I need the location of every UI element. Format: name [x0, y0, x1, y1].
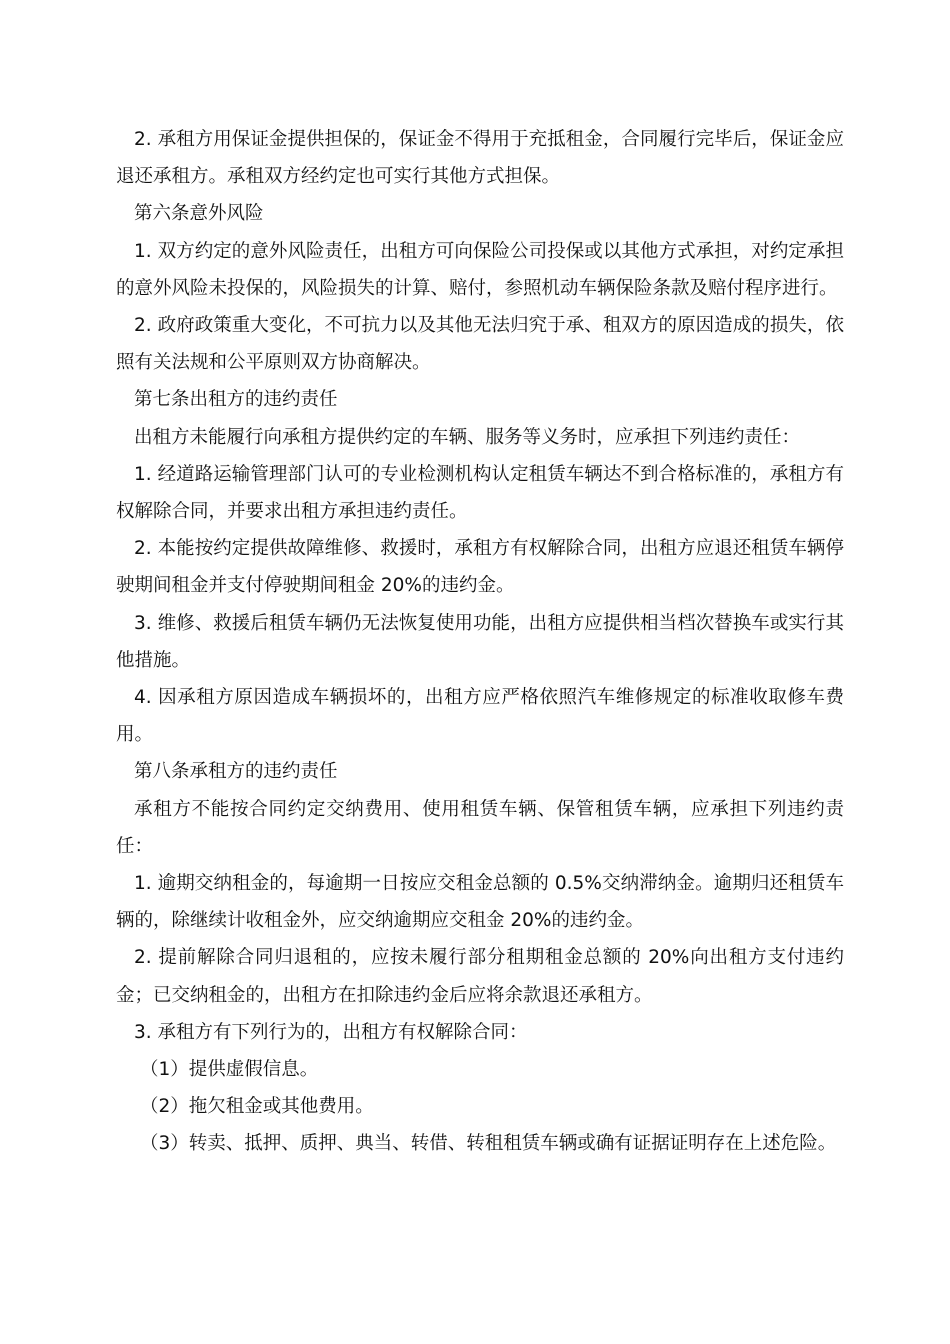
article-7-heading: 第七条出租方的违约责任	[134, 389, 338, 411]
clause-5-item-2: 2. 承租方用保证金提供担保的，保证金不得用于充抵租金，合同履行完毕后，保证金应退还承租方。承租双方经约定也可实行其他方式担保。	[116, 129, 844, 188]
document-body	[116, 121, 844, 1163]
article-8-item-2: 2. 提前解除合同归退租的，应按未履行部分租期租金总额的 20%向出租方支付违约金；已交纳租金的，出租方在扣除违约金后应将余款退还承租方。	[116, 947, 844, 1006]
article-6-item-2: 2. 政府政策重大变化，不可抗力以及其他无法归究于承、租双方的原因造成的损失，依照有关法规和公平原则双方协商解决。	[116, 315, 844, 374]
article-8-item-3-sub-3: （3）转卖、抵押、质押、典当、转借、转租租赁车辆或确有证据证明存在上述危险。	[140, 1133, 837, 1155]
article-7-item-1: 1. 经道路运输管理部门认可的专业检测机构认定租赁车辆达不到合格标准的，承租方有权解除合同，并要求出租方承担违约责任。	[116, 463, 844, 523]
article-8-heading: 第八条承租方的违约责任	[134, 761, 338, 783]
article-7-item-3: 3. 维修、救援后租赁车辆仍无法恢复使用功能，出租方应提供相当档次替换车或实行其他措施。	[116, 612, 844, 671]
article-7-item-4: 4. 因承租方原因造成车辆损坏的，出租方应严格依照汽车维修规定的标准收取修车费用。	[116, 687, 844, 746]
article-6-heading: 第六条意外风险	[134, 203, 264, 225]
article-8-item-3: 3. 承租方有下列行为的，出租方有权解除合同：	[134, 1021, 528, 1043]
article-8-item-1: 1. 逾期交纳租金的，每逾期一日按应交租金总额的 0.5%交纳滞纳金。逾期归还租赁车辆的，除继续计收租金外，应交纳逾期应交租金 20%的违约金。	[116, 873, 844, 932]
article-8-intro: 承租方不能按合同约定交纳费用、使用租赁车辆、保管租赁车辆，应承担下列违约责任：	[116, 798, 844, 857]
article-8-item-3-sub-1: （1）提供虚假信息。	[140, 1059, 319, 1081]
article-7-item-2: 2. 本能按约定提供故障维修、救援时，承租方有权解除合同，出租方应退还租赁车辆停驶期间租金并支付停驶期间租金 20%的违约金。	[116, 538, 844, 597]
article-6-item-1: 1. 双方约定的意外风险责任，出租方可向保险公司投保或以其他方式承担，对约定承担的意外风险未投保的，风险损失的计算、赔付，参照机动车辆保险条款及赔付程序进行。	[116, 240, 844, 299]
article-7-intro: 出租方未能履行向承租方提供约定的车辆、服务等义务时，应承担下列违约责任：	[134, 426, 801, 448]
article-8-item-3-sub-2: （2）拖欠租金或其他费用。	[140, 1096, 374, 1118]
